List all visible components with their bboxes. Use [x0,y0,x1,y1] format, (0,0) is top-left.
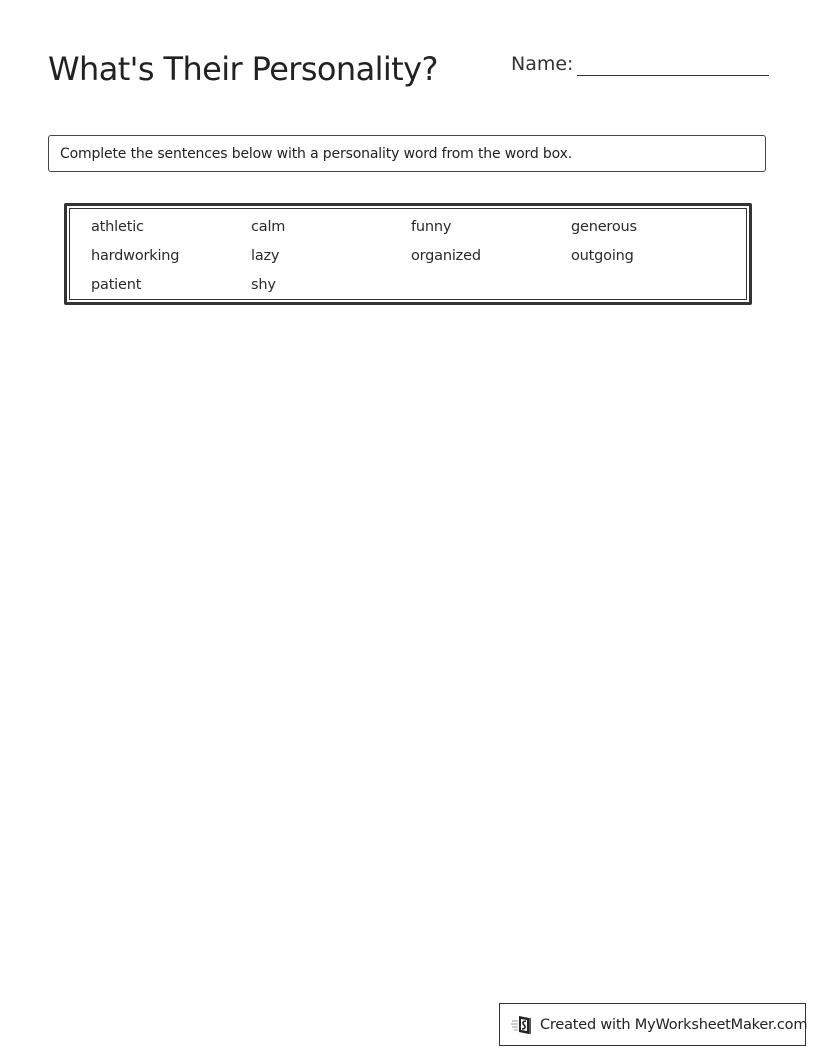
worksheet-maker-logo-icon [511,1015,535,1035]
footer-text: Created with MyWorksheetMaker.com [540,1017,808,1033]
word-item: outgoing [571,248,634,264]
word-item: shy [251,277,276,293]
name-label: Name: [511,53,574,75]
name-field [511,50,769,80]
word-row [91,216,731,245]
word-box [64,203,752,305]
word-item: calm [251,219,286,235]
word-item: athletic [91,219,144,235]
word-item: hardworking [91,248,180,264]
footer-badge[interactable] [499,1003,806,1046]
name-input[interactable] [577,75,769,76]
word-item: lazy [251,248,280,264]
page-title: What's Their Personality? [48,50,438,88]
word-grid [91,216,731,303]
word-item: organized [411,248,481,264]
word-item: funny [411,219,452,235]
word-row [91,245,731,274]
word-item: patient [91,277,142,293]
word-item: generous [571,219,637,235]
instructions-text: Complete the sentences below with a personality word from the word box. [60,146,573,162]
word-row [91,274,731,303]
instructions-box [48,135,766,172]
